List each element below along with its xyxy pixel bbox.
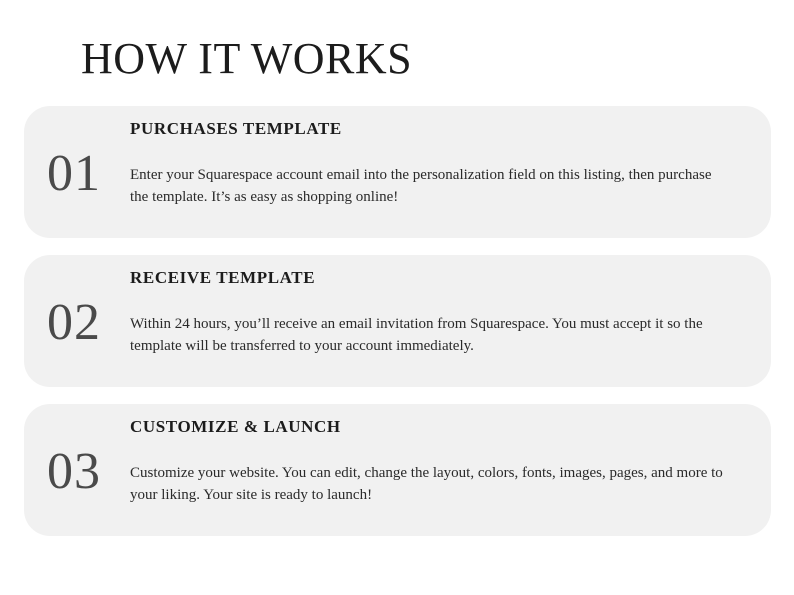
page-title: HOW IT WORKS [81, 34, 413, 83]
step-card-3 [24, 404, 771, 536]
step-number: 02 [47, 294, 101, 351]
step-card-1 [24, 106, 771, 238]
step-number: 03 [47, 443, 101, 500]
step-title: RECEIVE TEMPLATE [130, 268, 316, 287]
step-title: PURCHASES TEMPLATE [130, 119, 342, 138]
step-description: Customize your website. You can edit, change the layout, colors, fonts, images, pages, and more to your liking. Your site is ready to launch! [130, 465, 723, 503]
step-number: 01 [47, 145, 101, 202]
step-description: Enter your Squarespace account email into the personalization field on this listing, then purchase the template. It’s as easy as shopping online! [130, 167, 712, 205]
step-card-2 [24, 255, 771, 387]
steps-list [24, 106, 771, 553]
step-title: CUSTOMIZE & LAUNCH [130, 417, 341, 436]
step-description: Within 24 hours, you’ll receive an email invitation from Squarespace. You must accept it so the template will be transferred to your account immediately. [130, 316, 703, 354]
